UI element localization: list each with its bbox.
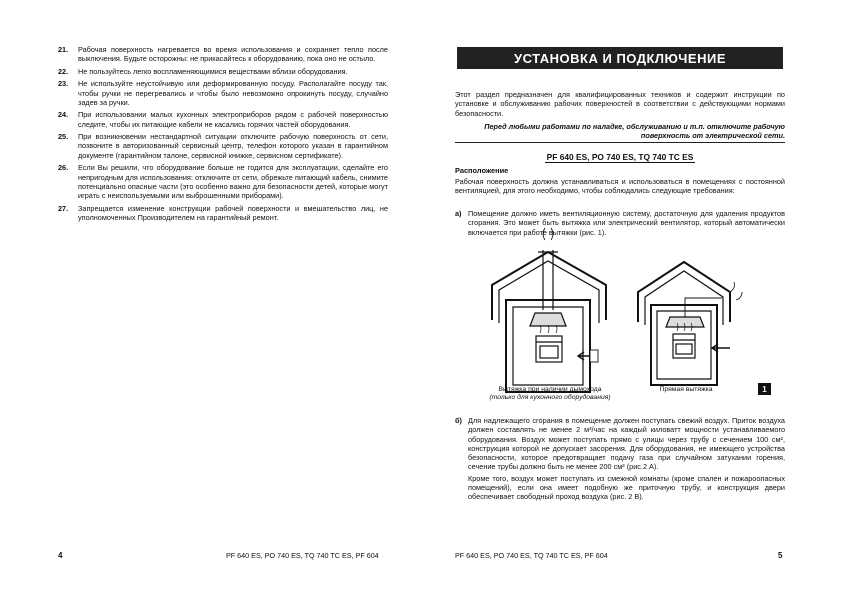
- item-number: 23.: [58, 79, 69, 89]
- item-text: Рабочая поверхность нагревается во время использования и сохраняет тепло после выключения. Будьте осторожны: не прикасайтесь к оборудованию, пока оно не остыло.: [78, 45, 388, 64]
- footer-models: PF 640 ES, PO 740 ES, TQ 740 TC ES, PF 604: [226, 551, 379, 560]
- footer-models: PF 640 ES, PO 740 ES, TQ 740 TC ES, PF 604: [455, 551, 608, 560]
- item-text: Не используйте неустойчивую или деформированную посуду. Располагайте посуду так, чтобы ручки не перегревались и чтобы было невозможно опрокинуть посуду, случайно задев за ручки.: [78, 79, 388, 107]
- caption-line-1: Вытяжка при наличии дымохода: [498, 386, 602, 393]
- figure-caption-left: [470, 386, 630, 403]
- item-number: 25.: [58, 132, 69, 142]
- item-number: 21.: [58, 45, 69, 54]
- item-label: а): [455, 209, 462, 218]
- item-label: б): [455, 416, 462, 425]
- item-text: Не пользуйтесь легко воспламеняющимися веществами вблизи оборудования.: [78, 66, 348, 76]
- item-number: 24.: [58, 110, 69, 120]
- item-text-continued: Кроме того, воздух может поступать из смежной комнаты (кроме спален и пожароопасных помещений), если она имеет подобную же приточную трубу, и конструкция двери обеспечивает свободный проход воздуха (рис. 2 В).: [468, 473, 785, 502]
- item-text: Помещение должно иметь вентиляционную систему, достаточную для удаления продуктов сгорания. Это может быть вытяжка или электрический вентилятор, который автоматически включается при работе вытяжки (рис. 1).: [468, 209, 785, 237]
- warning-text: Перед любыми работами по наладке, обслуживанию и т.п. отключите рабочую поверхность от электрической сети.: [484, 122, 785, 141]
- page-number: 5: [778, 551, 783, 560]
- item-text: При возникновении нестандартной ситуации отключите рабочую поверхность от сети, позвоните в авторизованный сервисный центр, телефон которого указан в гарантийном документе (гарантийном талоне, сервисной книжке, сервисном сертификате).: [78, 132, 388, 160]
- models-label: PF 640 ES, PO 740 ES, TQ 740 TC ES: [546, 152, 694, 162]
- item-text: Запрещается изменение конструкции рабочей поверхности и вмешательство лиц, не уполномоченных Производителем на гарантийный ремонт.: [78, 203, 388, 222]
- item-number: 26.: [58, 163, 69, 173]
- section-title: УСТАНОВКА И ПОДКЛЮЧЕНИЕ: [457, 47, 783, 69]
- location-text: Рабочая поверхность должна устанавливаться и использоваться в помещениях с постоянной вентиляцией, для этого необходимо, чтобы соблюдались следующие требования:: [455, 177, 785, 196]
- intro-text: Этот раздел предназначен для квалифицированных техников и содержит инструкции по установке и обслуживанию рабочих поверхностей в соответствии с действующими нормами безопасности.: [455, 90, 785, 118]
- figure-number-badge: 1: [758, 383, 771, 395]
- subheading-location: Расположение: [455, 166, 509, 175]
- figure-caption-right: Прямая вытяжка: [659, 386, 713, 393]
- item-text: Если Вы решили, что оборудование больше не годится для эксплуатации, сделайте его непригодным для использования: отключите от сети, обрежьте питающий кабель, снимите потенциально опасные части (это особенно важно для безопасности детей, которые могут играть с неиспользуемыми или выброшенными приборами).: [78, 163, 388, 201]
- item-number: 27.: [58, 203, 69, 213]
- house-chimney-illustration: [492, 228, 606, 392]
- item-text: При использовании малых кухонных электроприборов рядом с рабочей поверхностью следите, чтобы их питающие кабели не касались горячих частей оборудования.: [78, 110, 388, 129]
- item-text: Для надлежащего сгорания в помещение должен поступать свежий воздух. Приток воздуха должен составлять не менее 2 м³/час на каждый киловатт мощности устанавливаемого оборудования. Воздух может поступать прямо с улицы через трубу с сечением 100 см², конструкция которой не допускает засорения. Для оборудования, не имеющего устройства безопасности, которое предотвращает подачу газа при случайном затухании горения, сечение трубы должно быть не менее 200 см² (рис.2 А).: [468, 416, 785, 472]
- caption-line-2: (только для кухонного оборудования): [489, 394, 611, 402]
- item-number: 22.: [58, 66, 69, 76]
- house-direct-illustration: [638, 262, 742, 385]
- page-number: 4: [58, 551, 63, 560]
